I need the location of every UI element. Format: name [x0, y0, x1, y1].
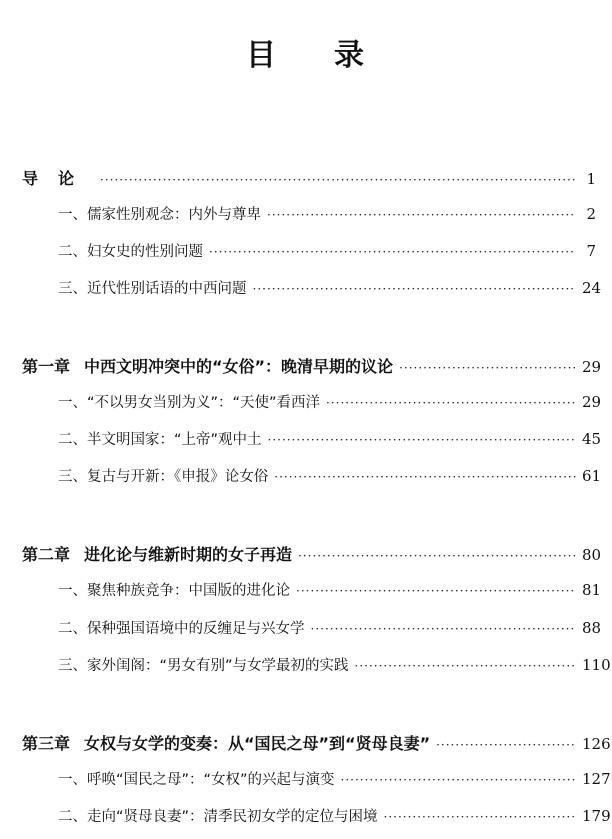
toc-page-number: 88 [582, 619, 602, 637]
toc-leader-dots [355, 659, 576, 673]
toc-section-label: 二、妇女史的性别问题 [58, 244, 203, 260]
toc-leader-dots [268, 433, 576, 447]
toc-section-label: 三、家外闺阁：“男女有别”与女学最初的实践 [58, 658, 349, 674]
toc-leader-dots [296, 584, 576, 598]
toc-section-label: 二、走向“贤母良妻”：清季民初女学的定位与困境 [58, 809, 378, 825]
toc-section-entry[interactable] [58, 805, 611, 827]
toc-section-entry[interactable] [58, 465, 602, 487]
toc-chapter-label: 第一章 [22, 357, 71, 376]
toc-section-entry[interactable] [58, 277, 602, 299]
toc-chapter-label: 第二章 [22, 545, 71, 564]
toc-section-entry[interactable] [58, 654, 611, 676]
toc-leader-dots [326, 396, 576, 410]
page-title-part-2: 录 [334, 38, 366, 73]
toc-leader-dots [267, 208, 576, 222]
toc-page-number: 110 [582, 656, 611, 674]
toc-leader-dots [274, 470, 576, 484]
toc-section-entry[interactable] [58, 240, 596, 262]
page-title-part-1: 目 [246, 38, 278, 73]
toc-chapter-1-entry[interactable] [22, 354, 602, 376]
toc-chapter-2-entry[interactable] [22, 542, 602, 564]
toc-page-number: 127 [582, 770, 611, 788]
toc-page-number: 45 [582, 430, 602, 448]
page-title [0, 30, 612, 74]
toc-page-number: 80 [582, 546, 602, 564]
toc-chapter-label: 第三章 [22, 734, 71, 753]
toc-section-entry[interactable] [58, 391, 602, 413]
toc-page-number: 61 [582, 467, 602, 485]
toc-page-number: 29 [582, 393, 602, 411]
toc-chapter-title: 女权与女学的变奏：从“国民之母”到“贤母良妻” [84, 734, 431, 753]
toc-leader-dots [298, 549, 576, 563]
toc-leader-dots [384, 810, 576, 824]
toc-leader-dots [399, 361, 576, 375]
toc-chapter-3-entry[interactable] [22, 731, 611, 753]
toc-section-label: 三、近代性别话语的中西问题 [58, 281, 247, 297]
toc-section-label: 二、保种强国语境中的反缠足与兴女学 [58, 621, 305, 637]
toc-chapter-title: 中西文明冲突中的“女俗”：晚清早期的议论 [84, 357, 394, 376]
toc-section-label: 三、复古与开新：《申报》论女俗 [58, 469, 269, 485]
toc-section-label: 一、“不以男女当别为义”：“天使”看西洋 [58, 395, 321, 411]
toc-page-number: 126 [582, 735, 611, 753]
toc-leader-dots [253, 282, 577, 296]
toc-leader-dots [436, 738, 576, 752]
toc-chapter-title: 进化论与维新时期的女子再造 [84, 545, 293, 564]
toc-section-entry[interactable] [58, 428, 602, 450]
toc-page-number: 24 [582, 279, 602, 297]
toc-page-number: 29 [582, 358, 602, 376]
toc-intro-entry[interactable] [22, 166, 596, 188]
toc-leader-dots [341, 773, 576, 787]
toc-section-entry[interactable] [58, 617, 602, 639]
toc-page-number: 2 [586, 205, 596, 223]
toc-leader-dots [209, 245, 576, 259]
toc-section-label: 一、呼唤“国民之母”：“女权”的兴起与演变 [58, 772, 335, 788]
toc-section-label: 二、半文明国家：“上帝”观中土 [58, 432, 262, 448]
toc-leader-dots [311, 622, 577, 636]
toc-page-number: 7 [586, 242, 596, 260]
toc-section-label: 一、儒家性别观念：内外与尊卑 [58, 207, 261, 223]
toc-page-number: 81 [582, 581, 602, 599]
toc-section-entry[interactable] [58, 203, 596, 225]
toc-intro-label: 导论 [22, 169, 95, 188]
toc-section-entry[interactable] [58, 768, 611, 790]
toc-page-number: 1 [586, 170, 596, 188]
toc-section-entry[interactable] [58, 579, 602, 601]
toc-section-label: 一、聚焦种族竞争：中国版的进化论 [58, 583, 290, 599]
toc-leader-dots [100, 173, 576, 187]
toc-page-number: 179 [582, 807, 611, 825]
